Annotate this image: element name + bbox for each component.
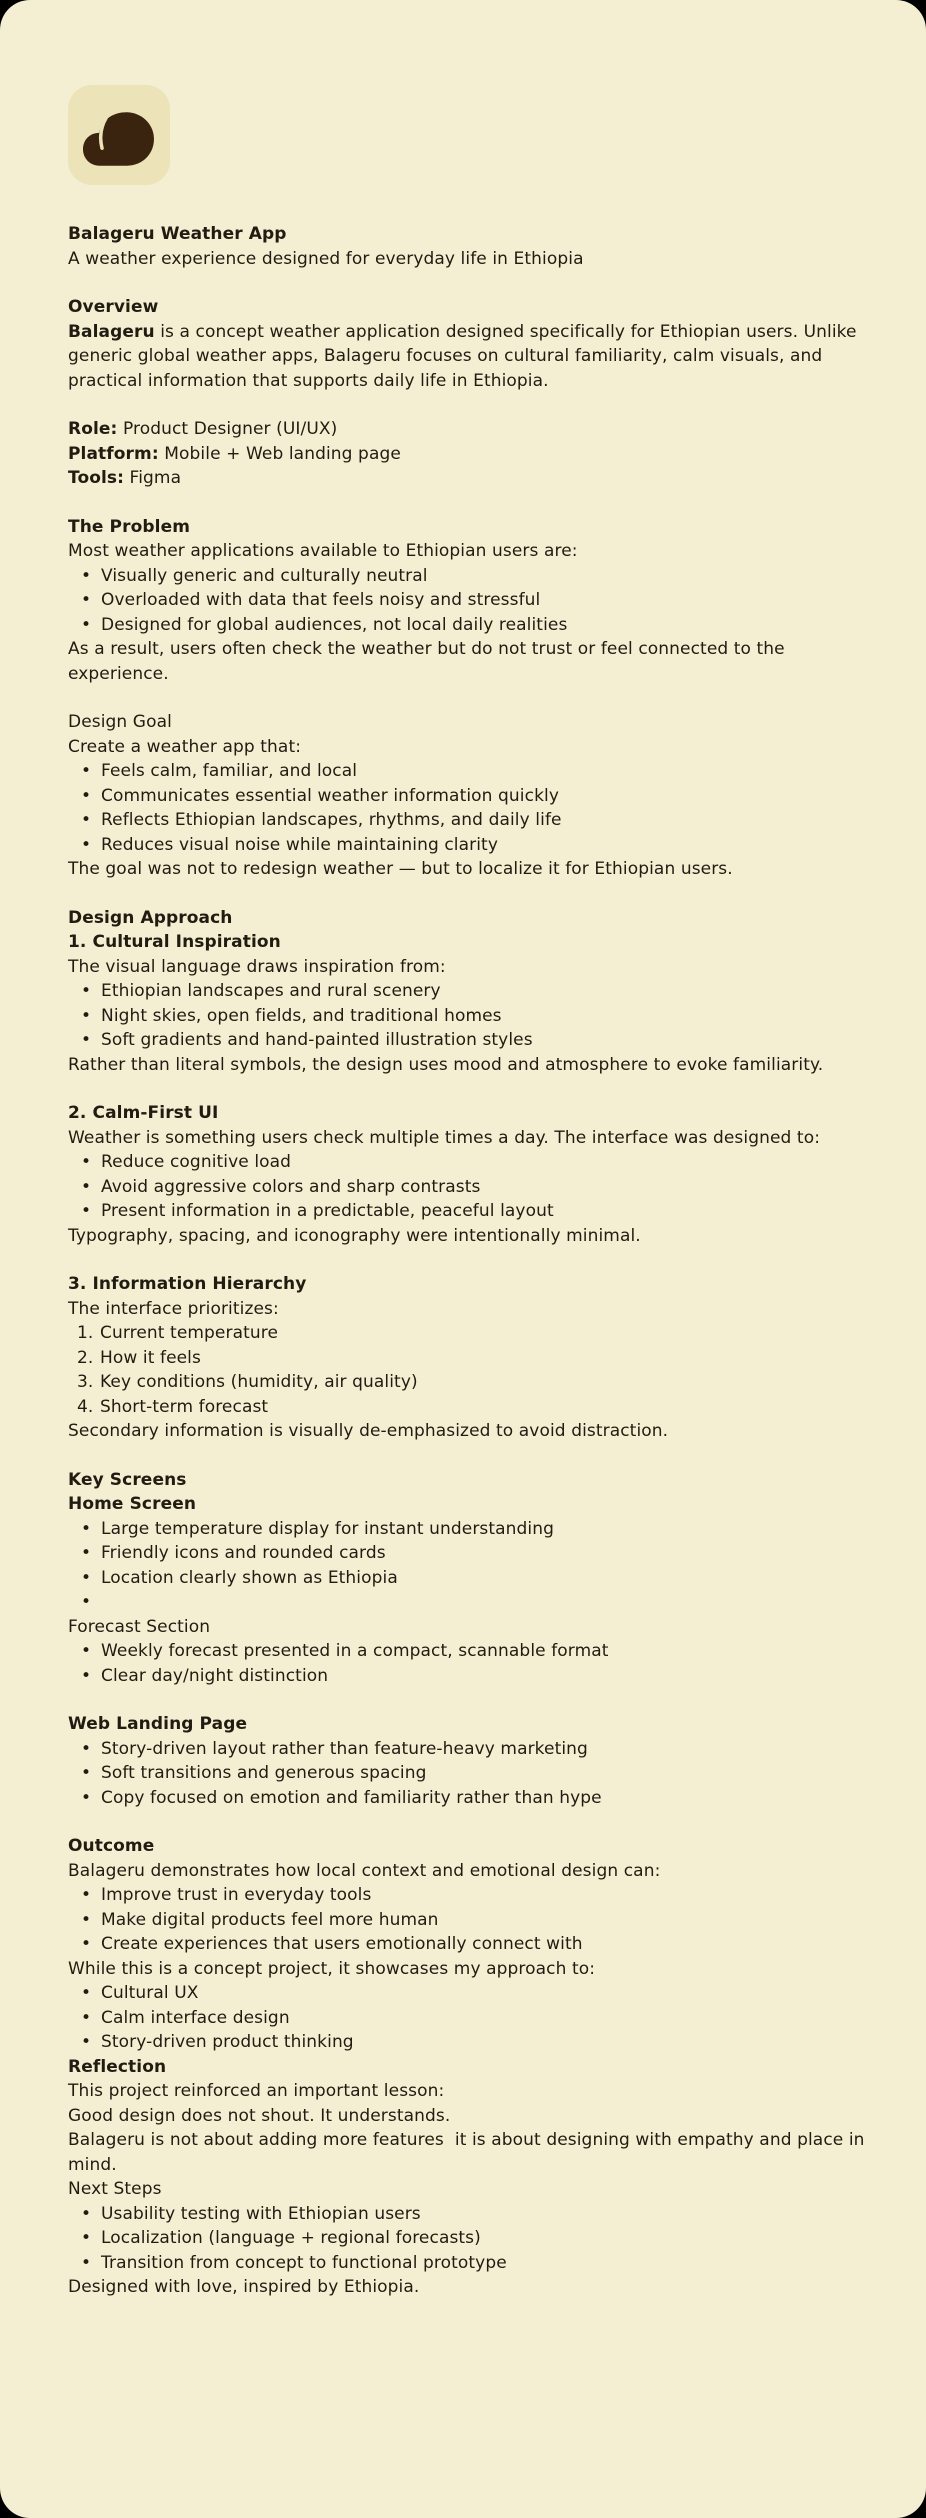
list-item-text: Weekly forecast presented in a compact, scannable format — [101, 1641, 609, 1661]
list-item-text: Make digital products feel more human — [101, 1909, 439, 1930]
bullet-item — [68, 1883, 870, 1908]
bullet-dot: • — [81, 614, 92, 635]
paragraph: The visual language draws inspiration from: — [68, 956, 446, 977]
bullet-item — [68, 759, 870, 784]
bold-text: Platform: — [68, 443, 159, 464]
bullet-dot: • — [81, 1518, 92, 1539]
list-item-text: Large temperature display for instant understanding — [101, 1518, 555, 1539]
bullet-item — [68, 1981, 870, 2006]
bullet-item — [68, 1199, 870, 1224]
bullet-item — [68, 784, 870, 809]
bullet-item — [68, 1737, 870, 1762]
bullet-dot: • — [81, 834, 92, 855]
paragraph-gap — [68, 271, 870, 295]
page-title: Balageru Weather App — [68, 224, 287, 244]
bullet-item — [68, 2006, 870, 2031]
list-number: 3. — [77, 1372, 94, 1392]
numbered-item — [68, 1370, 870, 1395]
list-item-text: Present information in a predictable, peaceful layout — [101, 1201, 554, 1221]
bold-text: Balageru — [68, 321, 155, 342]
cloud-icon — [83, 112, 155, 166]
paragraph-gap — [68, 1444, 870, 1468]
list-item-text: Story-driven product thinking — [101, 2032, 354, 2052]
bullet-item — [68, 1028, 870, 1053]
section-heading: Reflection — [68, 2056, 167, 2077]
bullet-dot: • — [81, 2032, 92, 2052]
bullet-item — [68, 808, 870, 833]
paragraph: Typography, spacing, and iconography were intentionally minimal. — [68, 1225, 641, 1246]
list-item-text: Reduce cognitive load — [101, 1152, 292, 1172]
section-heading: 3. Information Hierarchy — [68, 1274, 307, 1294]
paragraph: Rather than literal symbols, the design uses mood and atmosphere to evoke familiarity. — [68, 1054, 824, 1075]
list-item-text: Reduces visual noise while maintaining clarity — [101, 834, 498, 855]
list-item-text: Copy focused on emotion and familiarity rather than hype — [101, 1787, 602, 1808]
section-heading: Key Screens — [68, 1469, 187, 1490]
bullet-item — [68, 1639, 870, 1664]
list-item-text: Current temperature — [100, 1323, 279, 1343]
bullet-dot: • — [81, 1983, 92, 2003]
paragraph: Create a weather app that: — [68, 736, 302, 757]
bullet-dot: • — [81, 2007, 92, 2028]
list-item-text: How it feels — [100, 1347, 201, 1368]
paragraph-gap — [68, 1688, 870, 1712]
paragraph: Balageru demonstrates how local context and emotional design can: — [68, 1860, 661, 1881]
list-item-text: Friendly icons and rounded cards — [101, 1543, 386, 1563]
paragraph: The goal was not to redesign weather — but to localize it for Ethiopian users. — [68, 859, 733, 879]
paragraph: Design Goal — [68, 712, 172, 732]
list-item-text: Night skies, open fields, and traditional homes — [101, 1005, 502, 1026]
bullet-item — [68, 1932, 870, 1957]
platform-line — [68, 442, 870, 467]
paragraph: The interface prioritizes: — [68, 1298, 279, 1319]
plain-text: Product Designer (UI/UX) — [117, 419, 338, 439]
bullet-item — [68, 1541, 870, 1566]
list-item-text: Usability testing with Ethiopian users — [101, 2203, 421, 2224]
bullet-dot: • — [81, 981, 92, 1001]
list-number: 1. — [77, 1323, 94, 1343]
paragraph-gap — [68, 393, 870, 417]
list-item-text: Soft transitions and generous spacing — [101, 1763, 427, 1783]
bold-text: Role: — [68, 419, 118, 439]
bullet-dot: • — [81, 565, 92, 586]
list-item-text: Key conditions (humidity, air quality) — [100, 1372, 418, 1392]
tools-line — [68, 466, 870, 491]
case-study-document — [68, 222, 870, 2300]
bullet-dot: • — [81, 1641, 92, 1661]
section-heading: Home Screen — [68, 1494, 197, 1514]
section-heading: 1. Cultural Inspiration — [68, 932, 281, 952]
bullet-item — [68, 2226, 870, 2251]
bullet-item — [68, 2251, 870, 2276]
list-item-text: Story-driven layout rather than feature-heavy marketing — [101, 1738, 588, 1759]
bullet-dot: • — [81, 2203, 92, 2224]
list-item-text: Feels calm, familiar, and local — [101, 761, 358, 781]
bullet-item — [68, 1175, 870, 1200]
list-item-text: Clear day/night distinction — [101, 1665, 329, 1686]
list-item-text: Improve trust in everyday tools — [101, 1885, 372, 1905]
section-heading: Outcome — [68, 1836, 155, 1856]
bullet-dot: • — [81, 1665, 92, 1686]
bullet-dot: • — [81, 1176, 92, 1197]
plain-text: Figma — [124, 468, 182, 488]
paragraph-gap — [68, 686, 870, 710]
section-heading: Web Landing Page — [68, 1714, 248, 1734]
paragraph: Secondary information is visually de-emphasized to avoid distraction. — [68, 1421, 669, 1441]
bullet-dot: • — [81, 1201, 92, 1221]
bullet-dot: • — [81, 1934, 92, 1954]
bullet-dot: • — [81, 1763, 92, 1783]
list-item-text: Localization (language + regional forecasts) — [101, 2228, 481, 2248]
list-item-text: Ethiopian landscapes and rural scenery — [101, 981, 441, 1001]
bullet-dot: • — [81, 1787, 92, 1808]
bullet-dot: • — [81, 810, 92, 830]
paragraph: Good design does not shout. It understands. — [68, 2105, 451, 2126]
paragraph-gap — [68, 1248, 870, 1272]
list-item-text: Transition from concept to functional prototype — [101, 2252, 507, 2273]
paragraph: Forecast Section — [68, 1616, 211, 1637]
bullet-item — [68, 2030, 870, 2055]
bullet-dot: • — [81, 785, 92, 806]
paragraph-gap — [68, 1077, 870, 1101]
list-item-text: Reflects Ethiopian landscapes, rhythms, and daily life — [101, 810, 562, 830]
bullet-dot: • — [81, 2252, 92, 2273]
bullet-item — [68, 1004, 870, 1029]
bullet-dot: • — [81, 1030, 92, 1050]
paragraph-gap — [68, 1810, 870, 1834]
list-number: 2. — [77, 1347, 94, 1368]
section-heading: Overview — [68, 297, 159, 317]
section-heading: 2. Calm-First UI — [68, 1103, 219, 1123]
list-item-text: Create experiences that users emotionally connect with — [101, 1934, 583, 1954]
list-item-text: Designed for global audiences, not local daily realities — [101, 614, 568, 635]
numbered-item — [68, 1321, 870, 1346]
bullet-dot: • — [81, 2228, 92, 2248]
list-item-text: Overloaded with data that feels noisy and stressful — [101, 590, 541, 610]
bold-text: Tools: — [68, 468, 125, 488]
list-item-text: Short-term forecast — [100, 1396, 269, 1417]
list-item-text: Communicates essential weather information quickly — [101, 785, 560, 806]
paragraph: Most weather applications available to Ethiopian users are: — [68, 541, 578, 561]
bullet-item — [68, 979, 870, 1004]
paragraph-gap — [68, 491, 870, 515]
paragraph: Weather is something users check multiple times a day. The interface was designed to: — [68, 1127, 821, 1148]
bullet-dot: • — [81, 1592, 92, 1612]
bullet-item — [68, 1908, 870, 1933]
list-item-text: Cultural UX — [101, 1983, 199, 2003]
paragraph: Next Steps — [68, 2179, 162, 2199]
bullet-item — [68, 1786, 870, 1811]
bullet-item — [68, 588, 870, 613]
bullet-item — [68, 613, 870, 638]
plain-text: is a concept weather application designed specifically for Ethiopian users. Unlike generic global weather apps, Balageru focuses on cultural familiarity, calm visuals, and practical information that supports daily life in Ethiopia. — [68, 321, 863, 391]
bullet-dot: • — [81, 1885, 92, 1905]
section-heading: Design Approach — [68, 907, 233, 928]
list-item-text: Soft gradients and hand-painted illustration styles — [101, 1030, 533, 1050]
bullet-dot: • — [81, 1909, 92, 1930]
bullet-item — [68, 1590, 870, 1615]
paragraph: This project reinforced an important lesson: — [68, 2081, 445, 2101]
plain-text: Mobile + Web landing page — [158, 443, 401, 464]
page-subtitle: A weather experience designed for everyday life in Ethiopia — [68, 248, 584, 269]
paragraph: While this is a concept project, it showcases my approach to: — [68, 1958, 596, 1979]
bullet-dot: • — [81, 590, 92, 610]
bullet-item — [68, 1150, 870, 1175]
bullet-dot: • — [81, 1152, 92, 1172]
list-item-text: Calm interface design — [101, 2007, 290, 2028]
bullet-item — [68, 1761, 870, 1786]
list-item-text: Avoid aggressive colors and sharp contrasts — [101, 1176, 481, 1197]
role-line — [68, 417, 870, 442]
bullet-dot: • — [81, 761, 92, 781]
app-logo — [68, 85, 170, 185]
list-number: 4. — [77, 1396, 94, 1417]
bullet-dot: • — [81, 1567, 92, 1588]
bullet-item — [68, 1517, 870, 1542]
paragraph: Balageru is not about adding more features it is about designing with empathy and place in mind. — [68, 2130, 871, 2175]
bullet-dot: • — [81, 1543, 92, 1563]
bullet-dot: • — [81, 1005, 92, 1026]
section-heading: The Problem — [68, 516, 191, 537]
list-item-text: Visually generic and culturally neutral — [101, 565, 428, 586]
numbered-item — [68, 1395, 870, 1420]
bullet-item — [68, 1566, 870, 1591]
numbered-item — [68, 1346, 870, 1371]
paragraph: Designed with love, inspired by Ethiopia. — [68, 2277, 420, 2297]
bullet-dot: • — [81, 1738, 92, 1759]
paragraph — [68, 320, 870, 394]
bullet-item — [68, 1664, 870, 1689]
paragraph-gap — [68, 882, 870, 906]
list-item-text: Location clearly shown as Ethiopia — [101, 1567, 398, 1588]
bullet-item — [68, 564, 870, 589]
bullet-item — [68, 2202, 870, 2227]
paragraph: As a result, users often check the weather but do not trust or feel connected to the experience. — [68, 639, 791, 684]
bullet-item — [68, 833, 870, 858]
